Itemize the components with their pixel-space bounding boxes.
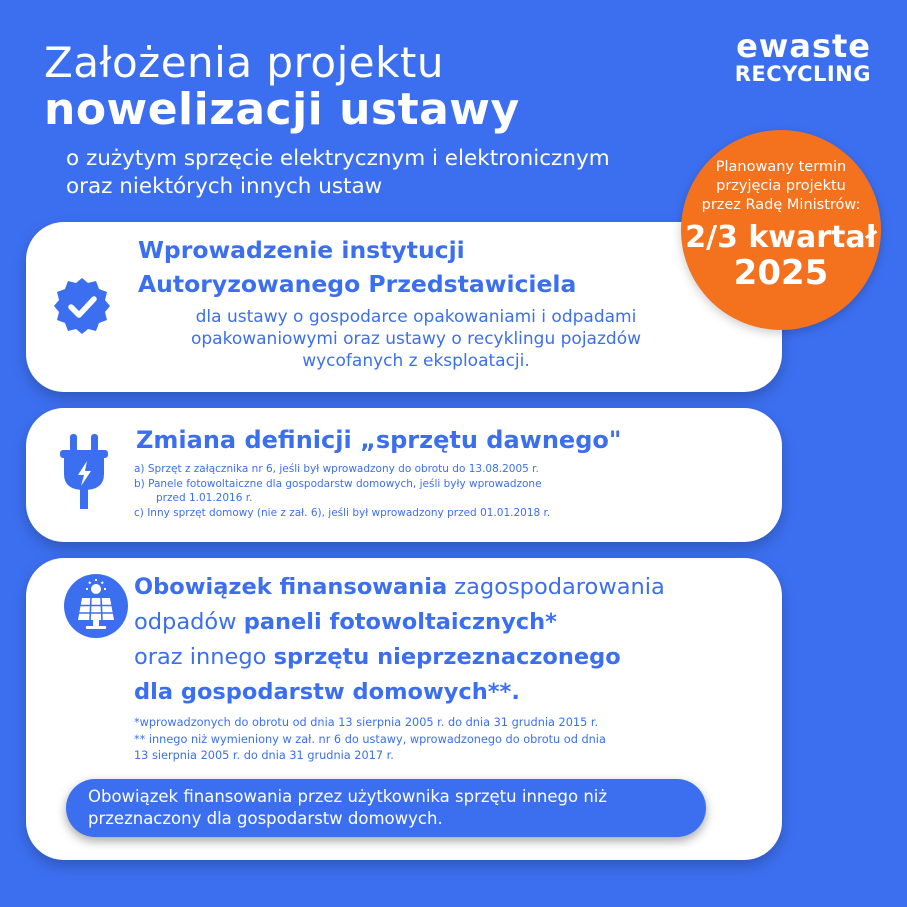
pill-line2: przeznaczony dla gospodarstw domowych.: [88, 809, 443, 828]
card3-line1: [134, 574, 665, 600]
verified-check-icon: [50, 274, 114, 338]
card3-line4-bold: dla gospodarstw domowych**.: [134, 679, 520, 705]
card3-line2-plain: odpadów: [134, 609, 244, 635]
plug-icon: [58, 432, 110, 512]
logo-text-recycling: RECYCLING: [734, 62, 871, 86]
card1-body: [116, 306, 716, 372]
card1-heading-line2: Autoryzowanego Przedstawiciela: [138, 270, 577, 298]
card3-footnote-3: 13 sierpnia 2005 r. do dnia 31 grudnia 2017 r.: [134, 749, 394, 762]
card-old-equipment-definition: [26, 408, 782, 542]
pill-line1: Obowiązek finansowania przez użytkownika sprzętu innego niż: [88, 787, 608, 806]
card2-item-b-cont: przed 1.01.2016 r.: [156, 492, 253, 504]
page-title-line2: nowelizacji ustawy: [44, 84, 520, 135]
ewaste-logo: [734, 27, 871, 86]
card2-item-c: c) Inny sprzęt domowy (nie z zał. 6), jeśli był wprowadzony przed 01.01.2018 r.: [134, 506, 551, 519]
card1-body-line1: dla ustawy o gospodarce opakowaniami i odpadami: [195, 307, 637, 327]
card3-line4: [134, 679, 520, 705]
badge-quarter: 2/3 kwartał: [685, 220, 877, 255]
page-subtitle-line2: oraz niektórych innych ustaw: [66, 174, 383, 199]
card2-list: [134, 462, 550, 520]
card2-item-a: a) Sprzęt z załącznika nr 6, jeśli był wprowadzony do obrotu do 13.08.2005 r.: [134, 463, 539, 475]
page-subtitle-line1: o zużytym sprzęcie elektrycznym i elektronicznym: [66, 146, 610, 171]
solar-panel-icon: [64, 574, 128, 638]
card3-line2-bold: paneli fotowoltaicznych*: [243, 609, 557, 635]
badge-line3: przez Radę Ministrów:: [701, 197, 861, 213]
card3-line3-bold: sprzętu nieprzeznaczonego: [273, 644, 621, 670]
card1-body-line3: wycofanych z eksploatacji.: [302, 351, 530, 371]
card2-heading: Zmiana definicji „sprzętu dawnego": [136, 426, 622, 454]
page-title-line1: Założenia projektu: [44, 38, 445, 87]
card3-line3: [134, 644, 621, 670]
card3-line3-plain: oraz innego: [134, 644, 274, 670]
badge-year: 2025: [733, 253, 829, 293]
badge-line1: Planowany termin: [715, 159, 847, 175]
card3-line1-rest: zagospodarowania: [447, 574, 665, 600]
badge-line2: przyjęcia projektu: [716, 178, 846, 194]
card1-body-line2: opakowaniowymi oraz ustawy o recyklingu pojazdów: [190, 329, 641, 349]
card3-line1-bold: Obowiązek finansowania: [134, 574, 448, 600]
card3-footnote-2: ** innego niż wymieniony w zał. nr 6 do ustawy, wprowadzonego do obrotu od dnia: [134, 733, 606, 746]
card3-line2: [134, 609, 557, 635]
card1-heading-line1: Wprowadzenie instytucji: [138, 236, 465, 264]
card2-item-b: b) Panele fotowoltaiczne dla gospodarstw domowych, jeśli były wprowadzone: [134, 477, 542, 490]
user-financing-pill: [66, 779, 706, 837]
logo-text-ewaste: ewaste: [736, 27, 871, 65]
planned-date-badge: [681, 130, 881, 330]
card3-footnote-1: *wprowadzonych do obrotu od dnia 13 sierpnia 2005 r. do dnia 31 grudnia 2015 r.: [134, 716, 599, 729]
card-authorized-representative: [26, 222, 782, 392]
